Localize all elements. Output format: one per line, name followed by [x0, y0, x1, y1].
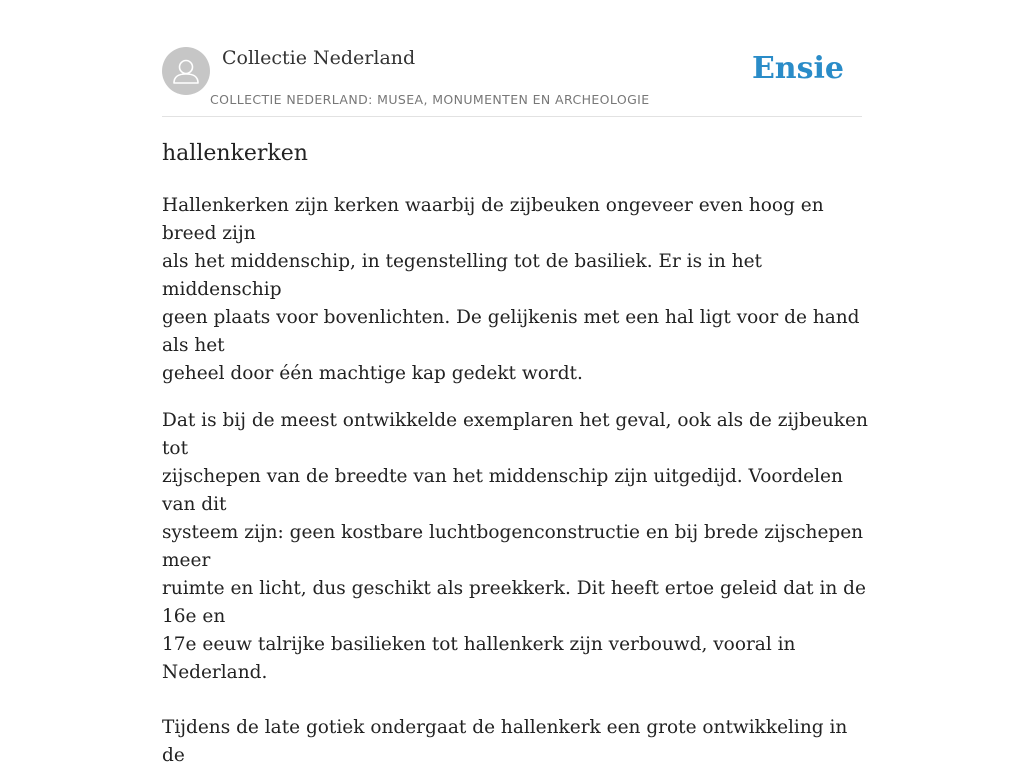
avatar[interactable]	[162, 47, 210, 95]
author-name[interactable]: Collectie Nederland	[222, 47, 416, 69]
article-paragraph: Hallenkerken zijn kerken waarbij de zijbeuken ongeveer even hoog en breed zijn als het middenschip, in tegenstelling tot de basiliek. Er is in het middenschip geen plaats voor bovenlichten. De gelijkenis met een hal ligt voor de hand als het geheel door één machtige kap gedekt wordt.	[162, 195, 860, 384]
article-paragraph: Tijdens de late gotiek ondergaat de hallenkerk een grote ontwikkeling in de	[162, 717, 848, 766]
article	[162, 138, 874, 770]
user-icon	[162, 47, 210, 95]
header	[162, 46, 862, 117]
brand-logo[interactable]: Ensie	[751, 51, 844, 86]
article-title: hallenkerken	[162, 141, 308, 166]
source-label[interactable]: COLLECTIE NEDERLAND: MUSEA, MONUMENTEN EN ARCHEOLOGIE	[210, 92, 650, 107]
article-paragraph: Dat is bij de meest ontwikkelde exemplaren het geval, ook als de zijbeuken tot zijschepen van de breedte van het middenschip zijn uitgedijd. Voordelen van dit systeem zijn: geen kostbare luchtbogenconstructie en bij brede zijschepen meer ruimte en licht, dus geschikt als preekkerk. Dit heeft ertoe geleid dat in de 16e en 17e eeuw talrijke basilieken tot hallenkerk zijn verbouwd, vooral in Nederland.	[162, 410, 868, 683]
